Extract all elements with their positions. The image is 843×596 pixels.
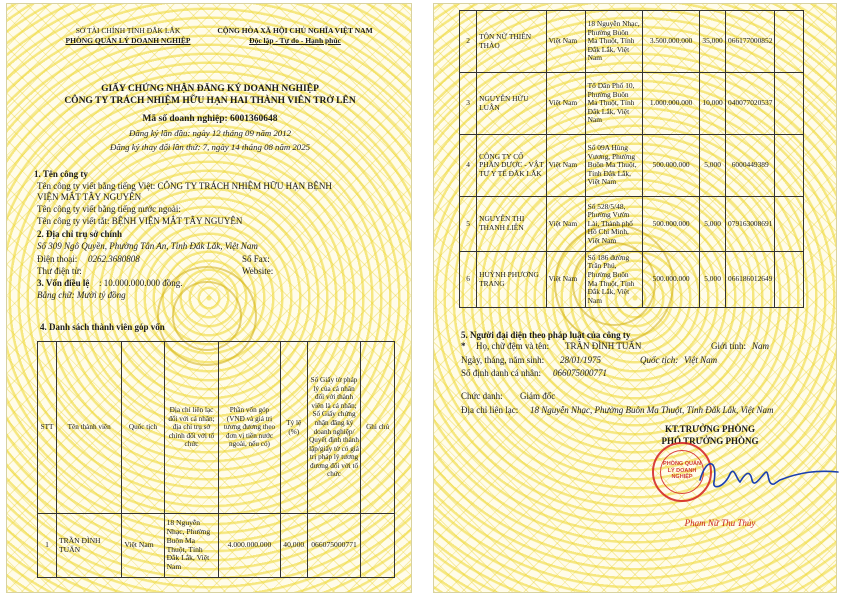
row-member-name: NGUYỄN HỮU LUẬN [477,73,547,135]
email-label: Thư điện tử: [37,266,82,276]
row-stt: 1 [38,514,57,578]
column-header: Số Giấy tờ pháp lý của cá nhân đối với thành viên là cá nhân; Số Giấy chứng nhận đăng ký doanh nghiệp/ Quyết định thành lập/giấy tờ có giá trị pháp lý tương đương đối với tổ chức [307,342,360,514]
row-note [775,197,804,252]
row-capital: 500.000.000 [643,135,700,197]
nation-line-1: CỘNG HÒA XÃ HỘI CHỦ NGHĨA VIỆT NAM [217,26,373,35]
table-row [38,514,395,578]
row-legal-doc: 066075000771 [307,514,360,578]
row-nationality: Việt Nam [546,11,585,73]
row-note [775,252,804,308]
id-label: Số định danh cá nhân: [461,368,541,378]
row-note [775,11,804,73]
row-legal-doc: 040077020537 [726,73,775,135]
capital-in-words: Bằng chữ: Mười tỷ đồng [37,290,126,300]
row-capital: 500.000.000 [643,252,700,308]
company-name-vn: Tên công ty viết bằng tiếng Việt: CÔNG TY TRÁCH NHIỆM HỮU HẠN BỆNH [37,181,332,191]
row-member-name: HUỲNH PHƯƠNG TRANG [477,252,547,308]
table-row [460,73,804,135]
table-row [460,197,804,252]
section-4-heading: 4. Danh sách thành viên góp vốn [40,322,165,332]
signature-mark [690,448,840,498]
row-stt: 3 [460,73,477,135]
bullet-marker: * [461,341,466,351]
row-address: Số 186 đường Trần Phú, Phường Buôn Ma Thuột, Tỉnh Đắk Lắk, Việt Nam [585,252,642,308]
company-name-vn-cont: VIỆN MẮT TÂY NGUYÊN [37,192,142,202]
row-address: Số 528/5/48, Phường Vườn Lài, Thành phố Hồ Chí Minh, Việt Nam [585,197,642,252]
row-member-name: NGUYỄN THỊ THANH LIÊN [477,197,547,252]
table-row [460,252,804,308]
rep-name: TRẦN ĐÌNH TUẤN [565,341,642,351]
head-office-address: Số 309 Ngô Quyền, Phường Tân An, Tỉnh Đắk Lắk, Việt Nam [37,241,258,251]
row-ratio: 5,000 [700,252,726,308]
row-nationality: Việt Nam [546,73,585,135]
row-capital: 3.500.000.000 [643,11,700,73]
company-type: CÔNG TY TRÁCH NHIỆM HỮU HẠN HAI THÀNH VIÊN TRỞ LÊN [64,96,356,106]
fax-label: Số Fax: [242,254,270,264]
section-2-heading: 2. Địa chỉ trụ sở chính [37,229,122,239]
row-ratio: 10,000 [700,73,726,135]
nation-line-2: Độc lập - Tự do - Hạnh phúc [249,36,341,45]
gender-value: Nam [752,341,770,351]
phone-value: 0262.3680808 [88,254,140,264]
row-stt: 2 [460,11,477,73]
stamp-text: PHÒNG QUẢN LÝ DOANH NGHIỆP [663,461,701,480]
row-stt: 5 [460,197,477,252]
row-nationality: Việt Nam [122,514,164,578]
table-row [460,135,804,197]
change-registration: Đăng ký thay đổi lần thứ: 7, ngày 14 tháng 08 năm 2025 [109,142,311,152]
gender-label: Giới tính: [711,341,747,351]
row-capital: 500.000.000 [643,197,700,252]
row-legal-doc: 6000449389 [726,135,775,197]
section-5-heading: 5. Người đại diện theo pháp luật của công ty [461,330,631,340]
certificate-title: GIẤY CHỨNG NHẬN ĐĂNG KÝ DOANH NGHIỆP [101,84,319,94]
row-stt: 4 [460,135,477,197]
first-registration: Đăng ký lần đầu: ngày 12 tháng 09 năm 2012 [129,128,291,138]
id-value: 066075000771 [553,368,607,378]
section-1-heading: 1. Tên công ty [34,169,88,179]
charter-capital: : 10.000.000.000 đồng. [99,278,183,288]
contact-address: 18 Nguyễn Nhạc, Phường Buôn Ma Thuột, Tỉnh Đắk Lắk, Việt Nam [530,405,774,415]
company-name-foreign: Tên công ty viết bằng tiếng nước ngoài: [37,204,181,214]
column-header: STT [38,342,57,514]
row-legal-doc: 066186012649 [726,252,775,308]
row-note [361,514,395,578]
row-address: 18 Nguyễn Nhạc, Phường Buôn Ma Thuột, Tỉnh Đắk Lắk, Việt Nam [164,514,219,578]
row-capital: 1.000.000.000 [643,73,700,135]
department-line-2: PHÒNG QUẢN LÝ DOANH NGHIỆP [65,36,191,45]
row-nationality: Việt Nam [546,135,585,197]
row-address: Số 09A Hùng Vương, Phường Buôn Ma Thuột, Tỉnh Đắk Lắk, Việt Nam [585,135,642,197]
column-header: Phần vốn góp (VNĐ và giá trị tương đương theo đơn vị tiền nước ngoài, nếu có) [219,342,280,514]
row-legal-doc: 066177000852 [726,11,775,73]
column-header: Tên thành viên [56,342,121,514]
phone-label: Điện thoại: [37,254,78,264]
contact-address-label: Địa chỉ liên lạc: [461,405,519,415]
business-code: Mã số doanh nghiệp: 6001360648 [142,114,278,124]
row-nationality: Việt Nam [546,252,585,308]
members-table-continued [459,10,804,308]
column-header: Địa chỉ liên lạc đối với cá nhân; địa chỉ trụ sở chính đối với tổ chức [164,342,219,514]
position-label: Chức danh: [461,391,503,401]
signer-name: Phạm Nữ Thu Thủy [684,518,756,528]
row-address: 18 Nguyễn Nhạc, Phường Buôn Ma Thuột, Tỉnh Đắk Lắk, Việt Nam [585,11,642,73]
column-header: Tỷ lệ (%) [280,342,307,514]
row-ratio: 5,000 [700,197,726,252]
position-value: Giám đốc [520,391,556,401]
table-header-row [38,342,395,514]
row-member-name: TÔN NỮ THIÊN THẢO [477,11,547,73]
department-line-1: SỞ TÀI CHÍNH TỈNH ĐẮK LẮK [75,26,181,35]
column-header: Ghi chú [361,342,395,514]
website-label: Website: [242,266,274,276]
company-short-name: Tên công ty viết tắt: BỆNH VIỆN MẮT TÂY NGUYÊN [37,216,243,226]
section-3-heading: 3. Vốn điều lệ [37,278,90,288]
row-member-name: TRẦN ĐÌNH TUẤN [56,514,121,578]
dob-label: Ngày, tháng, năm sinh: [461,355,545,365]
row-legal-doc: 079163008691 [726,197,775,252]
row-note [775,135,804,197]
row-member-name: CÔNG TY CỔ PHẦN DƯỢC - VẬT TƯ Y TẾ ĐẮK LẮK [477,135,547,197]
row-nationality: Việt Nam [546,197,585,252]
members-table [37,341,395,578]
row-capital: 4.000.000.000 [219,514,280,578]
row-address: Tổ Dân Phố 10, Phường Buôn Ma Thuột, Tỉnh Đắk Lắk, Việt Nam [585,73,642,135]
row-note [775,73,804,135]
nationality-value: Việt Nam [684,355,718,365]
signature-title-2: PHÓ TRƯỞNG PHÒNG [661,436,759,446]
row-ratio: 40,000 [280,514,307,578]
table-row [460,11,804,73]
rep-name-label: Họ, chữ đệm và tên: [476,341,550,351]
row-ratio: 35,000 [700,11,726,73]
column-header: Quốc tịch [122,342,164,514]
dob-value: 28/01/1975 [560,355,602,365]
nationality-label: Quốc tịch: [640,355,679,365]
row-stt: 6 [460,252,477,308]
signature-title-1: KT.TRƯỞNG PHÒNG [665,424,755,434]
row-ratio: 5,000 [700,135,726,197]
